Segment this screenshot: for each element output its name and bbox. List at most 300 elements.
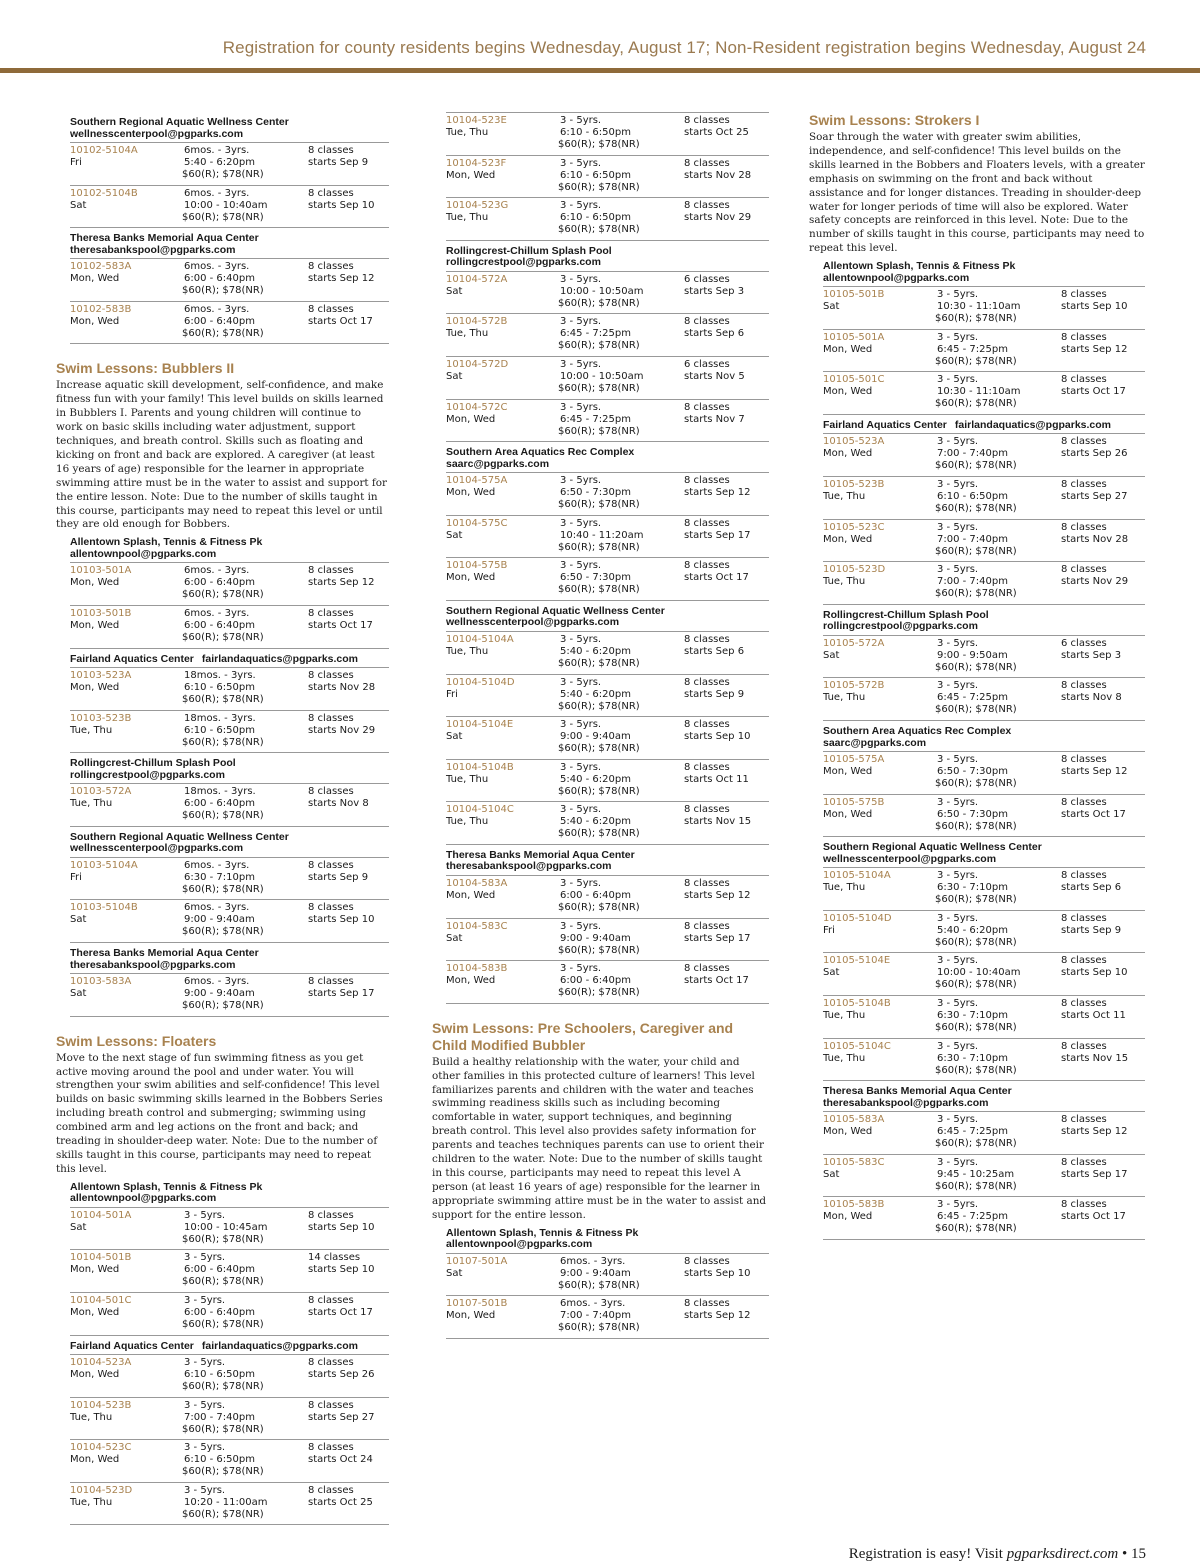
course-code[interactable]: 10105-583B bbox=[823, 1199, 885, 1211]
course-code[interactable]: 10105-575A bbox=[823, 754, 885, 765]
course-time: 7:00 - 7:40pm bbox=[937, 576, 1008, 588]
course-code[interactable]: 10105-501C bbox=[823, 374, 885, 386]
course-start-date: starts Nov 28 bbox=[308, 682, 376, 694]
course-fee: $60(R); $78(NR) bbox=[558, 499, 640, 511]
course-age-range: 3 - 5yrs. bbox=[937, 289, 979, 301]
course-age-range: 18mos. - 3yrs. bbox=[184, 670, 256, 682]
course-code[interactable]: 10104-572A bbox=[446, 273, 508, 285]
course-fee: $60(R); $78(NR) bbox=[935, 778, 1017, 789]
course-days: Sat bbox=[823, 967, 840, 979]
course-code[interactable]: 10104-5104A bbox=[446, 633, 514, 645]
course-age-range: 3 - 5yrs. bbox=[937, 912, 979, 924]
location-name: Southern Regional Aquatic Wellness Center bbox=[70, 830, 289, 843]
course-code[interactable]: 10104-501C bbox=[70, 1294, 132, 1306]
course-row bbox=[70, 1207, 389, 1250]
course-days: Mon, Wed bbox=[70, 1306, 120, 1318]
section-description: Move to the next stage of fun swimming fitness as you get active moving around the pool and under water. You will strengthen your swim abilities and self-confidence! This level builds on basic swimming skills learned in the Bobbers Series including breath control and submerging; swimming using combined arm and leg actions on the front and back; and treading in shoulder-deep water. Note: Due to the number of skills taught in this course, participants may need to repeat this level. bbox=[56, 1051, 383, 1175]
course-code[interactable]: 10104-583C bbox=[446, 920, 508, 932]
course-start-date: starts Sep 26 bbox=[1061, 448, 1128, 460]
course-class-count: 8 classes bbox=[308, 145, 354, 156]
course-row bbox=[823, 371, 1145, 415]
course-row bbox=[446, 918, 769, 961]
course-fee: $60(R); $78(NR) bbox=[558, 743, 640, 755]
location-header bbox=[823, 1086, 1145, 1109]
course-code[interactable]: 10104-501B bbox=[70, 1252, 132, 1264]
spacer bbox=[56, 344, 389, 360]
location-name: Fairland Aquatics Center bbox=[823, 418, 947, 431]
course-fee: $60(R); $78(NR) bbox=[182, 589, 264, 601]
course-class-count: 8 classes bbox=[1061, 1156, 1107, 1168]
course-start-date: starts Nov 8 bbox=[1061, 692, 1122, 704]
course-class-count: 8 classes bbox=[308, 1442, 354, 1454]
course-class-count: 8 classes bbox=[308, 303, 354, 315]
course-time: 6:00 - 6:40pm bbox=[184, 619, 255, 631]
location-header bbox=[70, 948, 389, 971]
location-email-link[interactable]: fairlandaquatics@pgparks.com bbox=[954, 418, 1112, 431]
course-class-count: 8 classes bbox=[1061, 564, 1107, 576]
course-code[interactable]: 10104-523C bbox=[70, 1442, 132, 1454]
location-email-link[interactable]: wellnesscenterpool@pgparks.com bbox=[446, 616, 620, 629]
course-fee: $60(R); $78(NR) bbox=[935, 503, 1017, 515]
course-start-date: starts Sep 9 bbox=[308, 871, 369, 883]
course-age-range: 3 - 5yrs. bbox=[560, 475, 602, 487]
course-days: Mon, Wed bbox=[446, 572, 496, 584]
course-code[interactable]: 10107-501A bbox=[446, 1255, 508, 1267]
location-name: Southern Regional Aquatic Wellness Center bbox=[70, 116, 289, 128]
location-email-link[interactable]: saarc@pgparks.com bbox=[823, 736, 927, 749]
course-code[interactable]: 10105-5104C bbox=[823, 1040, 891, 1052]
course-code[interactable]: 10105-583C bbox=[823, 1156, 885, 1168]
course-start-date: starts Sep 6 bbox=[684, 645, 745, 657]
course-code[interactable]: 10104-523B bbox=[70, 1399, 132, 1411]
spacer bbox=[56, 1017, 389, 1033]
course-fee: $60(R); $78(NR) bbox=[182, 631, 264, 643]
course-code[interactable]: 10105-575B bbox=[823, 796, 885, 808]
location-name: Southern Regional Aquatic Wellness Center bbox=[823, 841, 1042, 854]
course-list bbox=[823, 286, 1145, 415]
course-time: 6:10 - 6:50pm bbox=[560, 169, 631, 181]
course-code[interactable]: 10103-572A bbox=[70, 786, 132, 798]
course-time: 6:00 - 6:40pm bbox=[184, 273, 255, 285]
course-days: Mon, Wed bbox=[823, 343, 873, 355]
course-row bbox=[446, 631, 769, 674]
course-code[interactable]: 10105-523A bbox=[823, 436, 885, 448]
course-row bbox=[446, 313, 769, 356]
course-start-date: starts Oct 11 bbox=[684, 773, 749, 785]
course-code[interactable]: 10103-5104A bbox=[70, 859, 138, 871]
course-code[interactable]: 10102-583A bbox=[70, 261, 132, 273]
location-email-link[interactable]: fairlandaquatics@pgparks.com bbox=[201, 1339, 359, 1352]
course-days: Fri bbox=[446, 688, 458, 700]
course-code[interactable]: 10104-5104B bbox=[446, 761, 514, 773]
course-list bbox=[823, 867, 1145, 1081]
course-days: Mon, Wed bbox=[446, 1310, 496, 1322]
course-age-range: 3 - 5yrs. bbox=[937, 1156, 979, 1168]
course-code[interactable]: 10105-523C bbox=[823, 521, 885, 533]
location-name: Allentown Splash, Tennis & Fitness Pk bbox=[446, 1226, 639, 1239]
location-email-link[interactable]: wellnesscenterpool@pgparks.com bbox=[70, 127, 244, 140]
location-header bbox=[823, 420, 1145, 432]
course-start-date: starts Sep 3 bbox=[1061, 649, 1122, 661]
course-age-range: 6mos. - 3yrs. bbox=[184, 565, 250, 577]
course-start-date: starts Sep 10 bbox=[308, 1264, 375, 1276]
course-list bbox=[823, 751, 1145, 837]
course-code[interactable]: 10104-572C bbox=[446, 401, 508, 413]
course-time: 10:40 - 11:20am bbox=[560, 529, 644, 541]
course-code[interactable]: 10104-575B bbox=[446, 560, 508, 572]
course-start-date: starts Sep 12 bbox=[684, 1310, 751, 1322]
course-fee: $60(R); $78(NR) bbox=[182, 327, 264, 339]
course-time: 9:00 - 9:40am bbox=[184, 988, 255, 999]
course-age-range: 3 - 5yrs. bbox=[560, 157, 602, 169]
course-time: 6:00 - 6:40pm bbox=[184, 315, 255, 327]
course-time: 10:00 - 10:45am bbox=[184, 1221, 268, 1233]
page-footer bbox=[849, 1546, 1146, 1563]
location-header bbox=[70, 233, 389, 256]
course-row bbox=[70, 1439, 389, 1482]
course-time: 6:45 - 7:25pm bbox=[560, 413, 631, 425]
course-fee: $60(R); $78(NR) bbox=[558, 224, 640, 236]
course-time: 10:00 - 10:40am bbox=[937, 967, 1021, 979]
location-name: Theresa Banks Memorial Aqua Center bbox=[823, 1085, 1012, 1098]
footer-separator: • bbox=[1121, 1546, 1128, 1562]
location-name: Theresa Banks Memorial Aqua Center bbox=[70, 947, 259, 959]
course-age-range: 3 - 5yrs. bbox=[560, 358, 602, 370]
course-list bbox=[823, 433, 1145, 604]
course-row bbox=[823, 952, 1145, 995]
course-code[interactable]: 10105-5104A bbox=[823, 870, 891, 882]
location-name: Allentown Splash, Tennis & Fitness Pk bbox=[70, 1180, 263, 1193]
location-email-link[interactable]: allentownpool@pgparks.com bbox=[823, 271, 970, 284]
location-email-link[interactable]: rollingcrestpool@pgparks.com bbox=[70, 768, 225, 781]
location-email-link[interactable]: allentownpool@pgparks.com bbox=[446, 1238, 593, 1251]
course-row bbox=[446, 1253, 769, 1296]
course-class-count: 8 classes bbox=[308, 1209, 354, 1221]
location-name: Southern Area Aquatics Rec Complex bbox=[446, 446, 635, 459]
course-start-date: starts Oct 17 bbox=[684, 975, 749, 987]
course-code[interactable]: 10104-575A bbox=[446, 475, 508, 487]
location-name: Rollingcrest-Chillum Splash Pool bbox=[823, 608, 989, 621]
course-days: Mon, Wed bbox=[446, 169, 496, 181]
course-class-count: 6 classes bbox=[1061, 637, 1107, 649]
course-time: 9:00 - 9:50am bbox=[937, 649, 1008, 661]
course-fee: $60(R); $78(NR) bbox=[558, 785, 640, 797]
course-code[interactable]: 10104-523A bbox=[70, 1357, 132, 1369]
location-email-link[interactable]: allentownpool@pgparks.com bbox=[70, 1192, 217, 1205]
course-fee: $60(R); $78(NR) bbox=[935, 894, 1017, 906]
course-days: Tue, Thu bbox=[446, 645, 489, 657]
course-age-range: 3 - 5yrs. bbox=[560, 761, 602, 773]
course-code[interactable]: 10104-5104D bbox=[446, 676, 515, 688]
course-days: Tue, Thu bbox=[823, 576, 866, 588]
location-header bbox=[70, 832, 389, 855]
course-class-count: 8 classes bbox=[308, 1294, 354, 1306]
location-name: Allentown Splash, Tennis & Fitness Pk bbox=[70, 536, 263, 549]
location-name: Fairland Aquatics Center bbox=[70, 652, 194, 665]
location-email-link[interactable]: allentownpool@pgparks.com bbox=[70, 547, 217, 560]
location-email-link[interactable]: wellnesscenterpool@pgparks.com bbox=[70, 842, 244, 855]
course-row bbox=[823, 561, 1145, 605]
course-code[interactable]: 10104-572B bbox=[446, 316, 508, 328]
course-age-range: 3 - 5yrs. bbox=[560, 676, 602, 688]
course-time: 5:40 - 6:20pm bbox=[560, 816, 631, 828]
location-header bbox=[70, 117, 389, 140]
course-class-count: 8 classes bbox=[308, 670, 354, 682]
course-fee: $60(R); $78(NR) bbox=[182, 169, 264, 180]
course-code[interactable]: 10102-5104A bbox=[70, 145, 138, 156]
course-class-count: 8 classes bbox=[684, 877, 730, 889]
course-age-range: 3 - 5yrs. bbox=[184, 1294, 226, 1306]
course-list bbox=[446, 1253, 769, 1339]
location-email-link[interactable]: fairlandaquatics@pgparks.com bbox=[201, 652, 359, 665]
course-start-date: starts Nov 15 bbox=[1061, 1052, 1129, 1064]
course-start-date: starts Nov 29 bbox=[308, 724, 376, 736]
course-time: 6:45 - 7:25pm bbox=[937, 692, 1008, 704]
course-time: 6:10 - 6:50pm bbox=[937, 491, 1008, 503]
course-time: 7:00 - 7:40pm bbox=[560, 1310, 631, 1322]
course-start-date: starts Oct 17 bbox=[1061, 808, 1126, 820]
course-time: 6:10 - 6:50pm bbox=[560, 212, 631, 224]
course-code[interactable]: 10105-523D bbox=[823, 564, 886, 576]
course-code[interactable]: 10103-523A bbox=[70, 670, 132, 682]
course-age-range: 6mos. - 3yrs. bbox=[184, 145, 250, 156]
location-header bbox=[70, 1182, 389, 1205]
course-code[interactable]: 10104-5104C bbox=[446, 804, 514, 816]
course-row bbox=[70, 710, 389, 754]
course-start-date: starts Oct 24 bbox=[308, 1454, 373, 1466]
course-time: 6:10 - 6:50pm bbox=[184, 724, 255, 736]
course-code[interactable]: 10102-583B bbox=[70, 303, 132, 315]
course-code[interactable]: 10105-523B bbox=[823, 479, 885, 491]
course-start-date: starts Oct 17 bbox=[308, 1306, 373, 1318]
course-age-range: 3 - 5yrs. bbox=[560, 200, 602, 212]
course-start-date: starts Sep 12 bbox=[308, 273, 375, 285]
course-age-range: 3 - 5yrs. bbox=[184, 1252, 226, 1264]
course-fee: $60(R); $78(NR) bbox=[182, 285, 264, 297]
location-name: Rollingcrest-Chillum Splash Pool bbox=[446, 244, 612, 257]
course-row bbox=[446, 515, 769, 558]
course-days: Mon, Wed bbox=[70, 1369, 120, 1381]
course-start-date: starts Nov 15 bbox=[684, 816, 752, 828]
course-code[interactable]: 10104-583B bbox=[446, 963, 508, 975]
location-header bbox=[446, 1228, 769, 1251]
course-age-range: 3 - 5yrs. bbox=[560, 920, 602, 932]
course-start-date: starts Nov 29 bbox=[1061, 576, 1129, 588]
course-days: Sat bbox=[70, 199, 87, 211]
course-days: Mon, Wed bbox=[823, 448, 873, 460]
course-start-date: starts Sep 12 bbox=[1061, 766, 1128, 777]
course-code[interactable]: 10104-523E bbox=[446, 115, 507, 126]
location-email-link[interactable]: saarc@pgparks.com bbox=[446, 457, 550, 470]
course-row bbox=[70, 857, 389, 900]
course-class-count: 8 classes bbox=[308, 859, 354, 871]
location-header bbox=[446, 850, 769, 873]
course-list bbox=[70, 973, 389, 1017]
course-row bbox=[446, 356, 769, 399]
course-row bbox=[70, 142, 389, 185]
course-code[interactable]: 10104-5104E bbox=[446, 719, 514, 731]
course-fee: $60(R); $78(NR) bbox=[558, 584, 640, 596]
course-days: Sat bbox=[823, 649, 840, 661]
course-code[interactable]: 10104-523F bbox=[446, 157, 507, 169]
course-list bbox=[70, 142, 389, 228]
course-days: Sat bbox=[823, 1168, 840, 1180]
course-row bbox=[446, 716, 769, 759]
course-time: 5:40 - 6:20pm bbox=[560, 773, 631, 785]
course-row bbox=[823, 867, 1145, 910]
course-code[interactable]: 10107-501B bbox=[446, 1298, 508, 1310]
column-2 bbox=[432, 112, 769, 1339]
course-code[interactable]: 10105-583A bbox=[823, 1114, 885, 1126]
course-code[interactable]: 10104-501A bbox=[70, 1209, 132, 1221]
course-code[interactable]: 10103-583A bbox=[70, 976, 132, 987]
course-age-range: 18mos. - 3yrs. bbox=[184, 712, 256, 724]
course-age-range: 6mos. - 3yrs. bbox=[184, 976, 250, 987]
location-email-link[interactable]: rollingcrestpool@pgparks.com bbox=[446, 256, 601, 269]
location-header bbox=[70, 758, 389, 781]
course-class-count: 8 classes bbox=[1061, 521, 1107, 533]
location-name: Theresa Banks Memorial Aqua Center bbox=[446, 848, 635, 861]
location-name: Theresa Banks Memorial Aqua Center bbox=[70, 232, 259, 245]
course-age-range: 3 - 5yrs. bbox=[560, 560, 602, 572]
course-time: 6:00 - 6:40pm bbox=[560, 889, 631, 901]
course-row bbox=[70, 1249, 389, 1292]
course-class-count: 8 classes bbox=[1061, 955, 1107, 967]
location-email-link[interactable]: theresabankspool@pgparks.com bbox=[446, 860, 612, 873]
course-code[interactable]: 10105-572B bbox=[823, 680, 885, 692]
course-fee: $60(R); $78(NR) bbox=[558, 1279, 640, 1291]
course-row bbox=[70, 605, 389, 649]
course-code[interactable]: 10105-5104E bbox=[823, 955, 891, 967]
course-code[interactable]: 10105-501B bbox=[823, 289, 885, 301]
course-days: Tue, Thu bbox=[70, 1411, 113, 1423]
course-age-range: 3 - 5yrs. bbox=[560, 273, 602, 285]
course-class-count: 8 classes bbox=[1061, 680, 1107, 692]
course-start-date: starts Sep 17 bbox=[684, 529, 751, 541]
course-row bbox=[823, 677, 1145, 721]
course-code[interactable]: 10103-5104B bbox=[70, 902, 138, 914]
course-time: 9:00 - 9:40am bbox=[560, 731, 631, 743]
course-fee: $60(R); $78(NR) bbox=[182, 1233, 264, 1245]
course-days: Mon, Wed bbox=[70, 682, 120, 694]
course-list bbox=[70, 1354, 389, 1525]
location-email-link[interactable]: theresabankspool@pgparks.com bbox=[70, 958, 236, 971]
course-class-count: 8 classes bbox=[684, 560, 730, 572]
course-code[interactable]: 10103-501B bbox=[70, 607, 132, 619]
course-row bbox=[823, 329, 1145, 372]
course-time: 6:30 - 7:10pm bbox=[937, 1009, 1008, 1021]
course-age-range: 3 - 5yrs. bbox=[937, 955, 979, 967]
course-class-count: 8 classes bbox=[308, 786, 354, 798]
course-list bbox=[446, 472, 769, 601]
course-class-count: 8 classes bbox=[1061, 1199, 1107, 1211]
course-time: 9:45 - 10:25am bbox=[937, 1168, 1015, 1180]
course-fee: $60(R); $78(NR) bbox=[182, 883, 264, 895]
location-email-link[interactable]: theresabankspool@pgparks.com bbox=[70, 243, 236, 256]
course-row bbox=[70, 1397, 389, 1440]
course-code[interactable]: 10105-5104D bbox=[823, 912, 892, 924]
course-start-date: starts Sep 10 bbox=[1061, 301, 1128, 313]
course-row bbox=[70, 783, 389, 827]
course-code[interactable]: 10104-575C bbox=[446, 517, 508, 529]
course-class-count: 8 classes bbox=[1061, 997, 1107, 1009]
course-days: Sat bbox=[70, 988, 87, 999]
course-time: 6:00 - 6:40pm bbox=[184, 577, 255, 589]
course-code[interactable]: 10104-523D bbox=[70, 1484, 133, 1496]
course-fee: $60(R); $78(NR) bbox=[935, 313, 1017, 325]
course-fee: $60(R); $78(NR) bbox=[558, 382, 640, 394]
location-email-link[interactable]: theresabankspool@pgparks.com bbox=[823, 1096, 989, 1109]
course-fee: $60(R); $78(NR) bbox=[935, 355, 1017, 367]
course-start-date: starts Sep 10 bbox=[684, 1267, 751, 1279]
course-days: Mon, Wed bbox=[823, 766, 873, 777]
course-start-date: starts Sep 12 bbox=[1061, 343, 1128, 355]
course-code[interactable]: 10104-572D bbox=[446, 358, 509, 370]
course-class-count: 8 classes bbox=[684, 401, 730, 413]
course-fee: $60(R); $78(NR) bbox=[935, 1180, 1017, 1192]
course-list bbox=[823, 635, 1145, 721]
course-start-date: starts Nov 7 bbox=[684, 413, 745, 425]
course-days: Fri bbox=[70, 871, 82, 883]
footer-website-link[interactable]: pgparksdirect.com bbox=[1006, 1546, 1119, 1562]
course-class-count: 8 classes bbox=[684, 475, 730, 487]
location-header bbox=[823, 842, 1145, 865]
course-row bbox=[823, 794, 1145, 838]
course-days: Mon, Wed bbox=[70, 619, 120, 631]
location-email-link[interactable]: wellnesscenterpool@pgparks.com bbox=[823, 852, 997, 865]
location-header bbox=[823, 261, 1145, 284]
course-row bbox=[70, 1482, 389, 1526]
location-header bbox=[446, 447, 769, 470]
course-age-range: 3 - 5yrs. bbox=[184, 1399, 226, 1411]
course-fee: $60(R); $78(NR) bbox=[558, 944, 640, 956]
course-age-range: 3 - 5yrs. bbox=[560, 877, 602, 889]
course-code[interactable]: 10105-572A bbox=[823, 637, 885, 649]
location-email-link[interactable]: rollingcrestpool@pgparks.com bbox=[823, 620, 978, 633]
course-time: 7:00 - 7:40pm bbox=[184, 1411, 255, 1423]
course-row bbox=[446, 1295, 769, 1339]
course-age-range: 3 - 5yrs. bbox=[937, 374, 979, 386]
course-code[interactable]: 10103-523B bbox=[70, 712, 132, 724]
course-time: 6:00 - 6:40pm bbox=[560, 975, 631, 987]
course-row bbox=[70, 1354, 389, 1397]
location-header bbox=[823, 726, 1145, 749]
location-name: Southern Area Aquatics Rec Complex bbox=[823, 725, 1012, 737]
course-code[interactable]: 10103-501A bbox=[70, 565, 132, 577]
course-start-date: starts Oct 11 bbox=[1061, 1009, 1126, 1021]
course-days: Tue, Thu bbox=[446, 816, 489, 828]
course-code[interactable]: 10105-5104B bbox=[823, 997, 891, 1009]
course-code[interactable]: 10104-583A bbox=[446, 877, 508, 889]
course-fee: $60(R); $78(NR) bbox=[935, 1021, 1017, 1033]
course-time: 7:00 - 7:40pm bbox=[937, 533, 1008, 545]
course-days: Mon, Wed bbox=[823, 1126, 873, 1138]
course-class-count: 14 classes bbox=[308, 1252, 361, 1264]
course-age-range: 3 - 5yrs. bbox=[937, 1040, 979, 1052]
course-code[interactable]: 10105-501A bbox=[823, 331, 885, 343]
course-days: Tue, Thu bbox=[446, 773, 489, 785]
course-row bbox=[70, 1292, 389, 1336]
course-list bbox=[70, 562, 389, 648]
course-list bbox=[446, 112, 769, 241]
course-class-count: 8 classes bbox=[1061, 870, 1107, 882]
course-code[interactable]: 10104-523G bbox=[446, 200, 509, 212]
course-age-range: 3 - 5yrs. bbox=[937, 1114, 979, 1126]
course-time: 7:00 - 7:40pm bbox=[937, 448, 1008, 460]
course-class-count: 8 classes bbox=[684, 1298, 730, 1310]
course-row bbox=[823, 751, 1145, 794]
course-code[interactable]: 10102-5104B bbox=[70, 187, 138, 199]
